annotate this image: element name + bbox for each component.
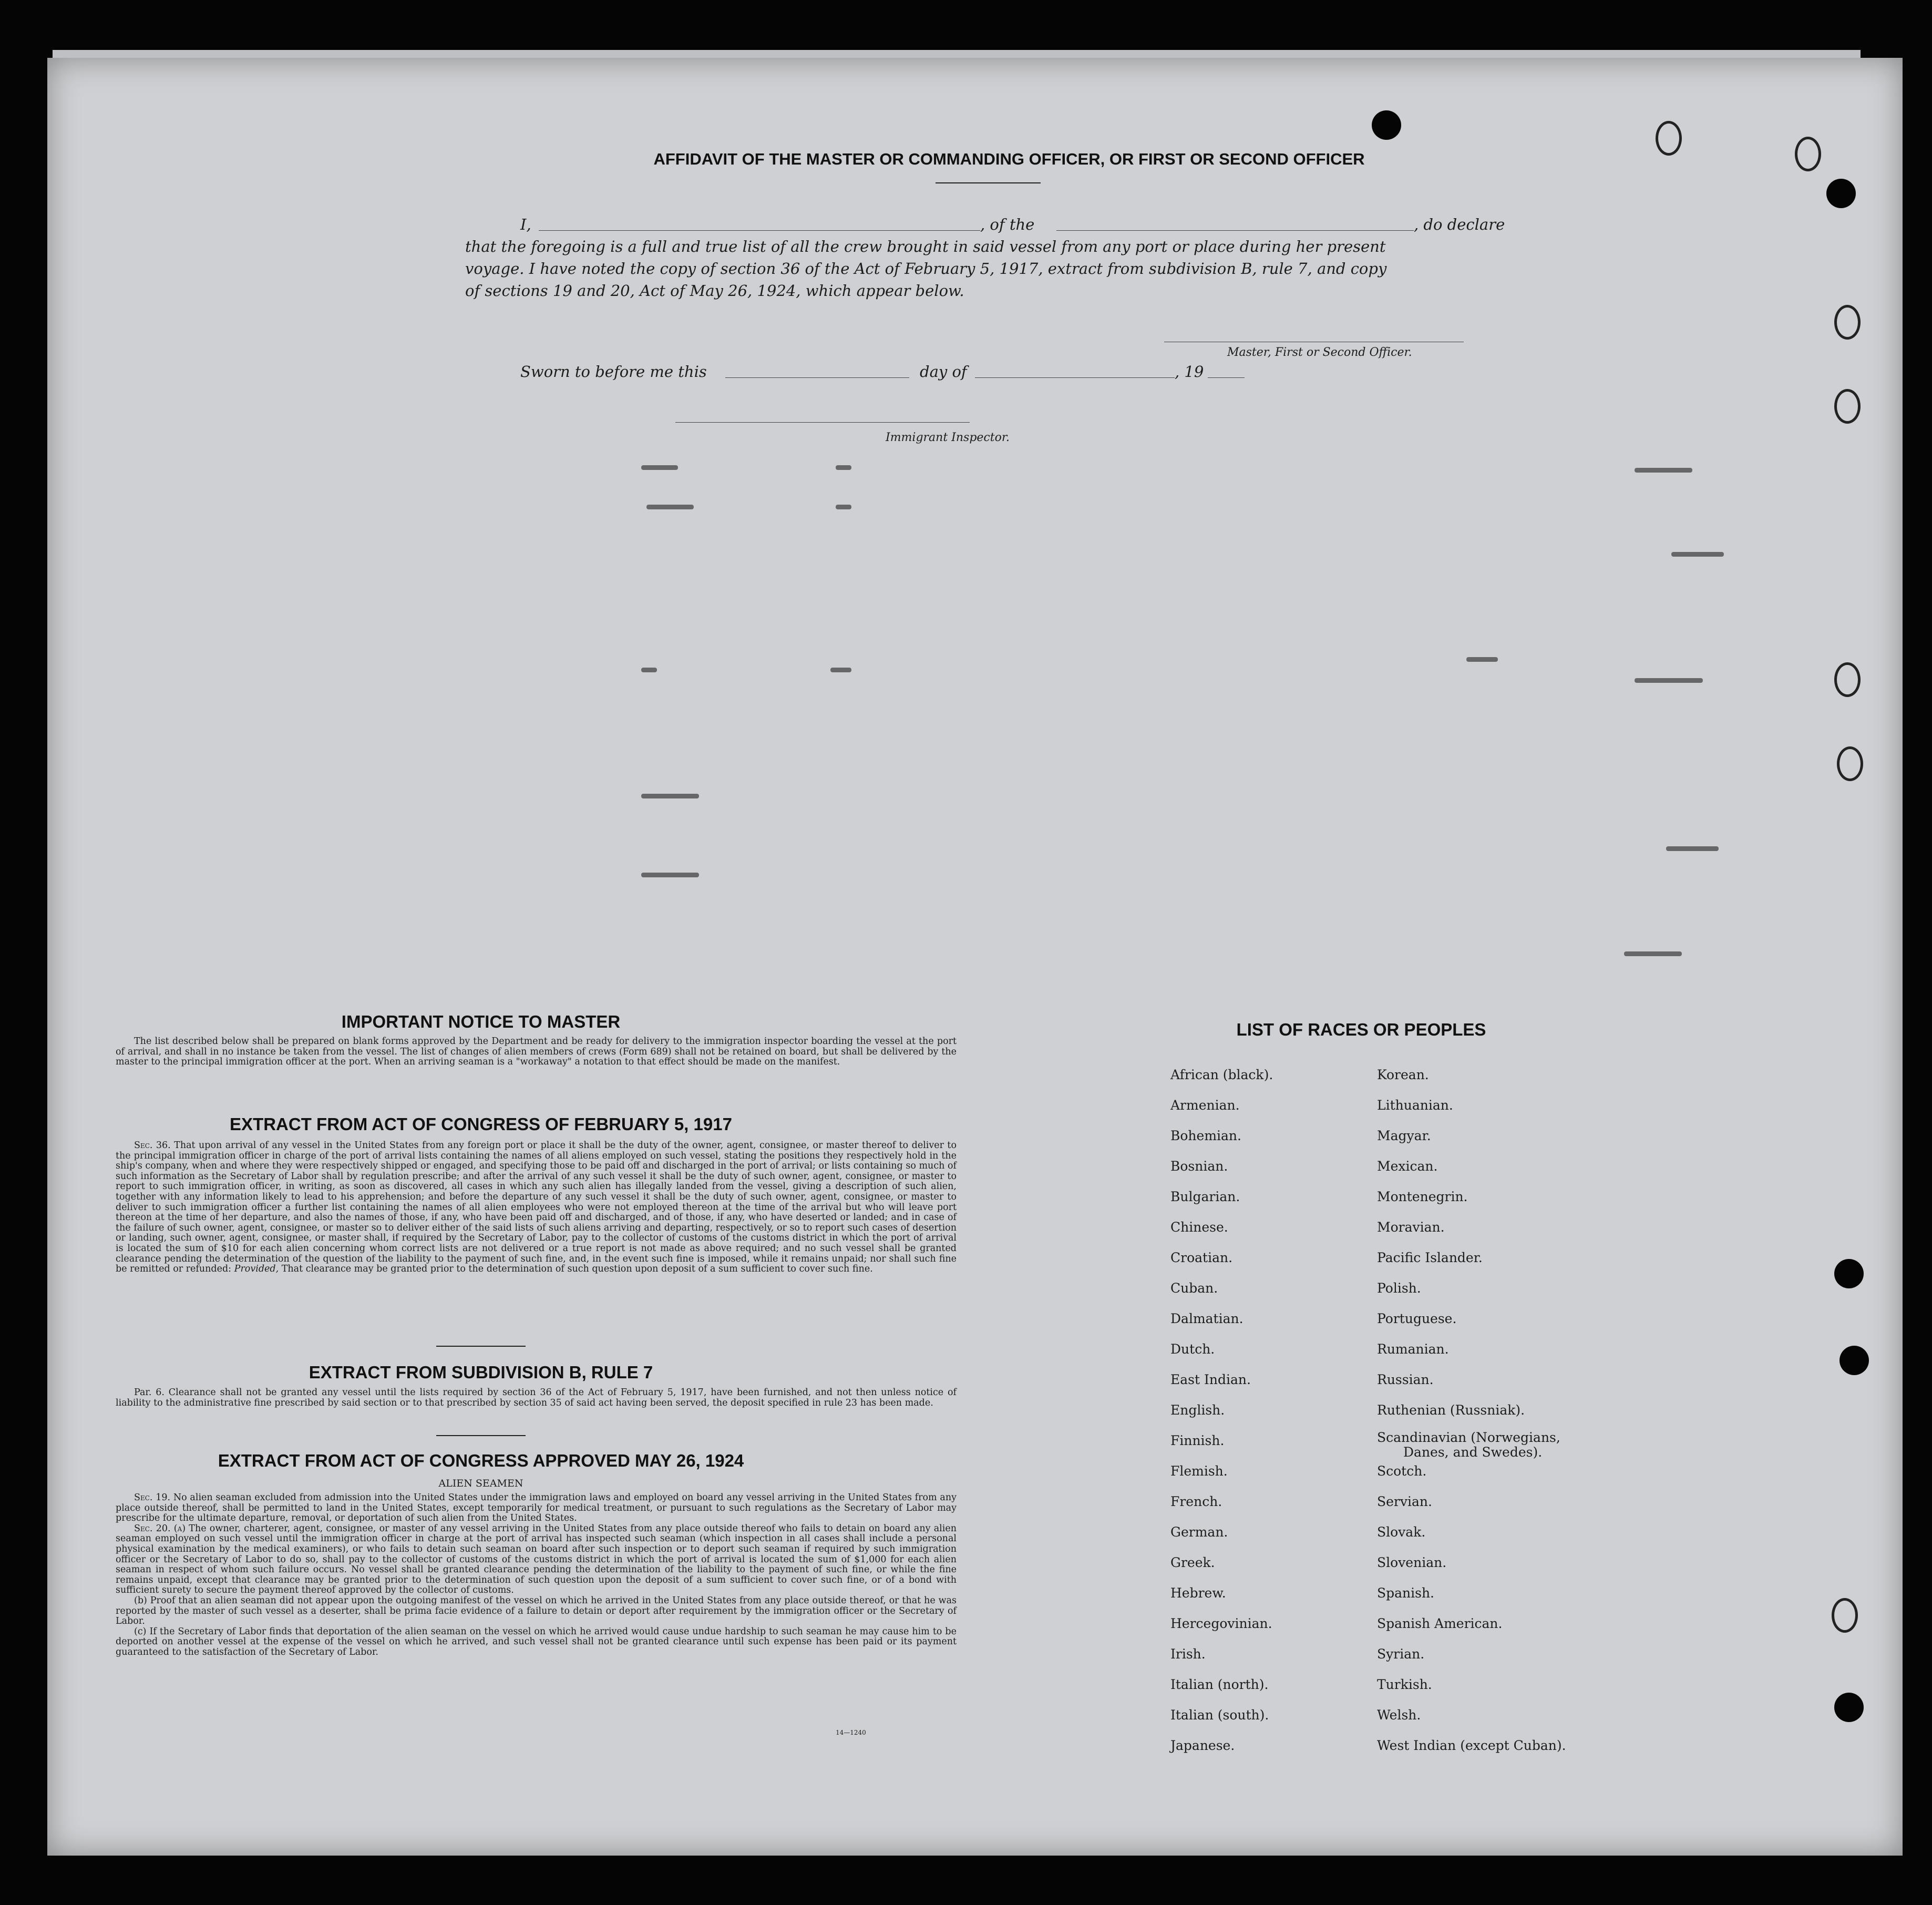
section-19-label: Sec. 19. <box>134 1492 171 1503</box>
sworn-year-blank <box>1208 377 1245 378</box>
affidavit-line3: voyage. I have noted the copy of section 36 of the Act of February 5, 1917, extract from subdivision B, rule 7, and copy <box>465 260 1387 278</box>
race-item: Chinese. <box>1170 1220 1228 1235</box>
section-36-paragraph <box>116 1141 957 1275</box>
bleed-through-mark <box>1635 678 1703 683</box>
notice-paragraph: The list described below shall be prepared on blank forms approved by the Department and be ready for delivery to the immigration inspector boarding the vessel at the port of arrival, and shall in no instance be taken from the vessel. The list of changes of alien members of crews (Form 689) shall not be retained on board, but shall be delivered by the master to the principal immigration officer at the port. When an arriving seaman is a "workaway" a notation to that effect should be made on the manifest. <box>116 1036 957 1068</box>
race-item: Bulgarian. <box>1170 1189 1240 1204</box>
race-item: Hercegovinian. <box>1170 1616 1272 1631</box>
race-item: Armenian. <box>1170 1098 1240 1113</box>
race-item: Ruthenian (Russniak). <box>1377 1402 1525 1418</box>
section-19-text: No alien seaman excluded from admission into the United States under the immigration laws and employed on board any vessel arriving in the United States from any place outside thereof, shall be permitted to land in the United States, except temporarily for medical treatment, or pursuant to such regulations as the Secretary of Labor may prescribe for the ultimate departure, removal, or deportation of such alien from the United States. <box>116 1492 957 1524</box>
section-divider <box>436 1435 526 1436</box>
race-item: Moravian. <box>1377 1220 1445 1235</box>
race-item: Japanese. <box>1170 1738 1235 1753</box>
extract-1924-body <box>116 1493 957 1658</box>
binder-ring-mark <box>1837 746 1863 781</box>
bleed-through-mark <box>1671 552 1724 557</box>
rule7-title: EXTRACT FROM SUBDIVISION B, RULE 7 <box>309 1363 653 1382</box>
races-title: LIST OF RACES OR PEOPLES <box>1236 1020 1486 1039</box>
signature-label: Master, First or Second Officer. <box>1227 346 1412 359</box>
binder-ring-mark <box>1832 1598 1858 1633</box>
title-underline <box>936 182 1041 183</box>
race-item: Spanish American. <box>1377 1616 1503 1631</box>
rule7-body <box>116 1388 957 1408</box>
binder-ring-mark <box>1795 137 1821 171</box>
race-item: Slovak. <box>1377 1524 1426 1540</box>
race-item: Bohemian. <box>1170 1128 1241 1143</box>
race-item: French. <box>1170 1494 1222 1509</box>
section-20a-text: The owner, charterer, agent, consignee, or master of any vessel arriving in the United States from any place outside thereof who fails to detain on board any alien seaman employed on such vessel until the immigration officer in charge at the port of arrival has inspected such seaman (which inspection in all cases shall include a personal physical examination by the medical examiners), or who fails to detain such seaman on board after such inspection or to deport such seaman if required by such immigration officer or the Secretary of Labor to do so, shall pay to the collector of customs of the customs district in which the port of arrival is located the sum of $1,000 for each alien seaman in respect of whom such failure occurs. No vessel shall be granted clearance pending the determination of the liability to the payment of such fine, or while the fine remains unpaid, except that clearance may be granted prior to the determination of such question upon the deposit of a sum sufficient to cover such fine, or of a bond with sufficient surety to secure the payment thereof approved by the collector of customs. <box>116 1523 957 1596</box>
bleed-through-mark <box>641 465 678 470</box>
race-item: African (black). <box>1170 1067 1273 1082</box>
bleed-through-mark <box>641 873 699 877</box>
bleed-through-mark <box>836 465 851 470</box>
name-blank <box>539 230 980 231</box>
race-item: Turkish. <box>1377 1677 1432 1692</box>
race-item: Welsh. <box>1377 1707 1421 1723</box>
extract-1917-title: EXTRACT FROM ACT OF CONGRESS OF FEBRUARY 5, 1917 <box>230 1114 732 1134</box>
race-item: Scotch. <box>1377 1463 1427 1479</box>
race-item: Magyar. <box>1377 1128 1431 1143</box>
section-36-text: That upon arrival of any vessel in the United States from any foreign port or place it shall be the duty of the owner, agent, consignee, or master thereof to deliver to the principal immigration officer in charge of the port of arrival lists containing the names of all aliens employed on such vessel, stating the positions they respectively hold in the ship's company, when and where they were respectively shipped or engaged, and specifying those to be paid off and discharged in the port of arrival; or lists containing so much of such information as the Secretary of Labor shall by regulation prescribe; and after the arrival of any such vessel it shall be the duty of such owner, agent, consignee, or master to report to such immigration officer, in writing, as soon as discovered, all cases in which any such alien has illegally landed from the vessel, giving a description of such alien, together with any information likely to lead to his apprehension; and before the departure of any such vessel it shall be the duty of such owner, agent, consignee, or master to deliver to such immigration officer a further list containing the names of all alien employees who were not employed thereon at the time of the arrival but who will leave port thereon at the time of her departure, and also the names of those, if any, who have been paid off and discharged, and of those, if any, who have deserted or landed; and in case of the failure of such owner, agent, consignee, or master so to deliver either of the said lists of such aliens arriving and departing, respectively, or so to report such cases of desertion or landing, such owner, agent, consignee, or master shall, if required by the Secretary of Labor, pay to the collector of customs of the customs district in which the port of arrival is located the sum of $10 for each alien concerning whom correct lists are not delivered or a true report is not made as above required; and no such vessel shall be granted clearance pending the determination of the question of the liability to the payment of such fine, and, in the event such fine is imposed, while it remains unpaid; nor shall such fine be remitted or refunded: <box>116 1140 957 1275</box>
binder-ring-mark <box>1656 121 1682 156</box>
section-19-paragraph <box>116 1493 957 1524</box>
section-36-label: Sec. 36. <box>134 1140 171 1151</box>
affidavit-line1-end: , do declare <box>1414 216 1505 233</box>
affidavit-line1-start: I, <box>520 216 531 233</box>
section-20b-paragraph: (b) Proof that an alien seaman did not appear upon the outgoing manifest of the vessel on which he arrived in the United States from any place outside thereof, or that he was reported by the master of such vessel as a deserter, shall be prima facie evidence of a failure to detain or deport after requirement by the immigration officer or the Secretary of Labor. <box>116 1595 957 1627</box>
binder-ring-mark <box>1834 662 1861 697</box>
sworn-day-label: day of <box>920 363 967 381</box>
race-item: Scandinavian (Norwegians, <box>1377 1430 1560 1445</box>
punch-hole <box>1372 110 1401 140</box>
race-item: Italian (south). <box>1170 1707 1269 1723</box>
race-item: Mexican. <box>1377 1159 1438 1174</box>
race-item: Montenegrin. <box>1377 1189 1468 1204</box>
race-item: Bosnian. <box>1170 1159 1228 1174</box>
proviso-word: Provided, <box>234 1264 279 1275</box>
proviso-text: That clearance may be granted prior to the determination of such question upon deposit of a sum sufficient to cover such fine. <box>281 1264 873 1275</box>
affidavit-line1-mid: , of the <box>980 216 1035 233</box>
race-item: Croatian. <box>1170 1250 1233 1265</box>
bleed-through-mark <box>830 668 851 672</box>
inspector-signature-line <box>675 422 970 423</box>
punch-hole <box>1834 1693 1864 1722</box>
race-item: Portuguese. <box>1377 1311 1457 1326</box>
sworn-label: Sworn to before me this <box>520 363 707 381</box>
affidavit-line2: that the foregoing is a full and true list of all the crew brought in said vessel from any port or place during her present <box>465 238 1386 255</box>
bleed-through-mark <box>641 668 657 672</box>
sworn-month-blank <box>975 377 1175 378</box>
form-number: 14—1240 <box>836 1729 866 1736</box>
race-item: Flemish. <box>1170 1463 1228 1479</box>
alien-seamen-subtitle: ALIEN SEAMEN <box>438 1478 523 1489</box>
bleed-through-mark <box>1624 951 1682 956</box>
affidavit-title: AFFIDAVIT OF THE MASTER OR COMMANDING OFFICER, OR FIRST OR SECOND OFFICER <box>653 150 1365 168</box>
race-item: Spanish. <box>1377 1585 1435 1601</box>
section-divider <box>436 1346 526 1347</box>
affidavit-line4: of sections 19 and 20, Act of May 26, 1924, which appear below. <box>465 282 964 300</box>
race-item: Hebrew. <box>1170 1585 1226 1601</box>
race-item: Pacific Islander. <box>1377 1250 1483 1265</box>
race-item: Dalmatian. <box>1170 1311 1244 1326</box>
bleed-through-mark <box>1666 846 1719 851</box>
race-item: Cuban. <box>1170 1281 1218 1296</box>
race-item: Syrian. <box>1377 1646 1425 1662</box>
race-item: Korean. <box>1377 1067 1429 1082</box>
race-item: Rumanian. <box>1377 1341 1449 1357</box>
bleed-through-mark <box>641 794 699 798</box>
punch-hole <box>1834 1259 1864 1288</box>
notice-title: IMPORTANT NOTICE TO MASTER <box>341 1012 621 1031</box>
race-item: West Indian (except Cuban). <box>1377 1738 1566 1753</box>
section-20-label: Sec. 20. (a) <box>134 1523 186 1534</box>
race-item: Greek. <box>1170 1555 1215 1570</box>
race-item: Slovenian. <box>1377 1555 1447 1570</box>
race-item: Polish. <box>1377 1281 1421 1296</box>
rule7-paragraph: Par. 6. Clearance shall not be granted any vessel until the lists required by section 36 of the Act of February 5, 1917, have been furnished, and not then unless notice of liability to the administrative fine prescribed by said section or to that prescribed by section 35 of said act having been served, the deposit specified in rule 23 has been made. <box>116 1387 957 1408</box>
race-item: German. <box>1170 1524 1228 1540</box>
extract-1924-title: EXTRACT FROM ACT OF CONGRESS APPROVED MAY 26, 1924 <box>218 1451 744 1470</box>
extract-1917-body <box>116 1141 957 1275</box>
sworn-year-label: , 19 <box>1175 363 1204 381</box>
race-item: Dutch. <box>1170 1341 1215 1357</box>
bleed-through-mark <box>836 505 851 509</box>
vessel-blank <box>1056 230 1414 231</box>
inspector-label: Immigrant Inspector. <box>886 431 1010 444</box>
punch-hole <box>1826 179 1856 208</box>
punch-hole <box>1839 1346 1869 1375</box>
sworn-date-blank <box>725 377 909 378</box>
binder-ring-mark <box>1834 305 1861 340</box>
bleed-through-mark <box>646 505 694 509</box>
document-sheet <box>47 58 1903 1856</box>
race-item: Irish. <box>1170 1646 1206 1662</box>
section-20a-paragraph <box>116 1524 957 1596</box>
race-item: Russian. <box>1377 1372 1434 1387</box>
notice-body <box>116 1037 957 1068</box>
section-20c-paragraph: (c) If the Secretary of Labor finds that deportation of the alien seaman on the vessel on which he arrived would cause undue hardship to such seaman he may cause him to be deported on another vessel at the expense of the vessel on which he arrived, and such vessel shall not be granted clearance until such expense has been paid or its payment guaranteed to the satisfaction of the Secretary of Labor. <box>116 1626 957 1657</box>
race-item: East Indian. <box>1170 1372 1251 1387</box>
bleed-through-mark <box>1635 468 1692 473</box>
race-item: English. <box>1170 1402 1225 1418</box>
race-item: Lithuanian. <box>1377 1098 1453 1113</box>
race-item: Servian. <box>1377 1494 1432 1509</box>
race-item-continuation: Danes, and Swedes). <box>1403 1445 1543 1460</box>
bleed-through-mark <box>1466 657 1498 662</box>
binder-ring-mark <box>1834 389 1861 424</box>
race-item: Finnish. <box>1170 1433 1225 1448</box>
race-item: Italian (north). <box>1170 1677 1269 1692</box>
